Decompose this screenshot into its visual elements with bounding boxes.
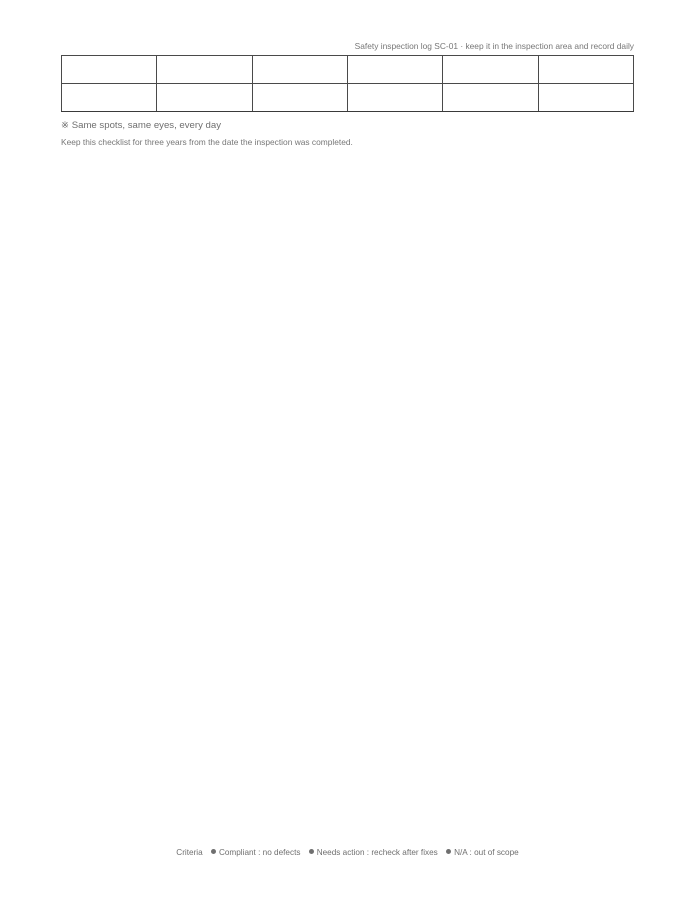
criteria-item-label: Compliant : no defects [218, 848, 301, 857]
criteria-label: Criteria [176, 848, 203, 857]
table-cell [62, 84, 157, 112]
table-cell [443, 84, 538, 112]
table-cell [252, 56, 347, 84]
retention-note: Keep this checklist for three years from the date the inspection was completed. [61, 137, 353, 147]
motto-note: ※ Same spots, same eyes, every day [61, 120, 222, 131]
criteria-legend [0, 848, 695, 857]
criteria-item-label: N/A : out of scope [454, 848, 519, 857]
bullet-icon [446, 849, 451, 854]
log-header-note: Safety inspection log SC-01 · keep it in the inspection area and record daily [354, 41, 634, 51]
inspection-log-table [61, 55, 634, 112]
table-cell [347, 56, 442, 84]
criteria-item-label: Needs action : recheck after fixes [316, 848, 438, 857]
bullet-icon [309, 849, 314, 854]
bullet-icon [211, 849, 216, 854]
table-row [62, 56, 634, 84]
table-cell [62, 56, 157, 84]
table-cell [157, 84, 252, 112]
table-cell [252, 84, 347, 112]
table-cell [538, 84, 633, 112]
criteria-item-needs-action [309, 848, 438, 857]
table-row [62, 84, 634, 112]
table-cell [157, 56, 252, 84]
table-cell [538, 56, 633, 84]
criteria-item-compliant [211, 848, 300, 857]
table-cell [347, 84, 442, 112]
table-cell [443, 56, 538, 84]
criteria-item-na [446, 848, 519, 857]
